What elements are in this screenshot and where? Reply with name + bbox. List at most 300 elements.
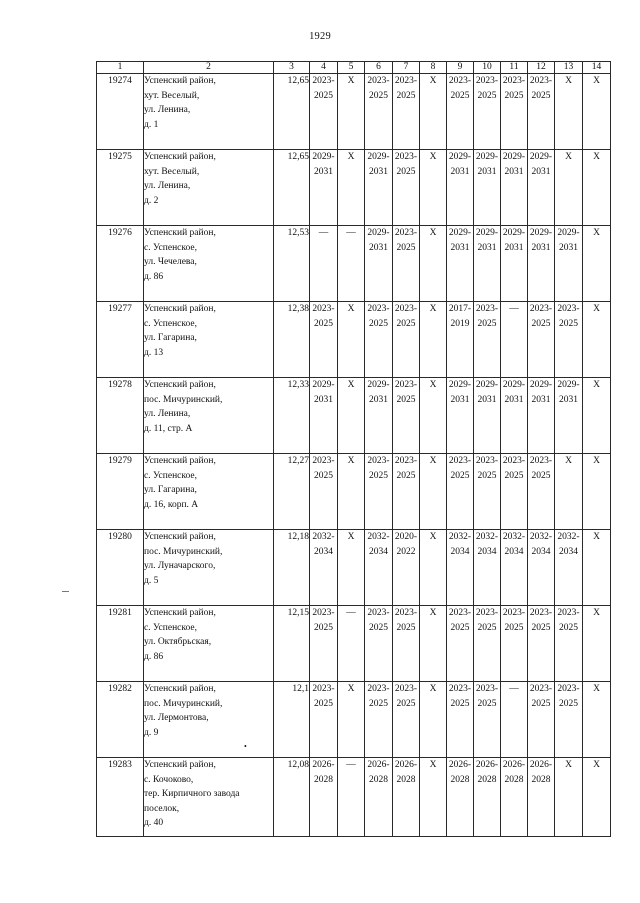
address-line: д. 13: [144, 347, 164, 358]
period-value: 2025: [314, 90, 333, 101]
address-cell: [144, 682, 274, 758]
column-header-3: 3: [274, 62, 310, 74]
period-value: 2023-: [502, 76, 526, 86]
period-value: 2031: [314, 394, 333, 405]
column-header-1: 1: [97, 62, 144, 74]
period-value: 2025: [396, 90, 416, 101]
area-value: 12,53: [274, 226, 310, 302]
period-value: 2019: [450, 318, 470, 329]
period-cell-col-7: [393, 74, 420, 150]
address-line: д. 9: [144, 727, 159, 738]
period-cell-col-10: [474, 758, 501, 837]
period-value: 2023-: [448, 76, 472, 86]
period-value: 2026-: [502, 760, 526, 770]
period-value: 2029-: [448, 228, 472, 238]
period-cell-col-12: [528, 150, 555, 226]
period-value: 2023-: [367, 76, 390, 86]
period-cell-col-12: [528, 530, 555, 606]
period-cell-col-8: [420, 606, 447, 682]
period-value: —: [318, 228, 329, 238]
period-cell-col-5: [338, 74, 365, 150]
period-value: 2026-: [367, 760, 390, 770]
period-value: 2031: [450, 242, 470, 253]
table-row: [97, 606, 611, 682]
period-value: 2023-: [475, 76, 499, 86]
period-value: 2023-: [394, 380, 418, 390]
period-value: 2023-: [529, 608, 553, 618]
period-value: 2023-: [557, 608, 580, 618]
period-value: X: [429, 532, 437, 542]
period-value: 2031: [559, 242, 578, 253]
period-value: X: [347, 76, 355, 86]
period-cell-col-4: [310, 302, 338, 378]
period-value: 2023-: [367, 684, 390, 694]
address-cell: [144, 758, 274, 837]
period-value: 2025: [477, 318, 497, 329]
period-value: 2025: [396, 470, 416, 481]
period-cell-col-6: [365, 74, 393, 150]
address-line: д. 16, корп. А: [144, 499, 199, 510]
period-value: 2023-: [312, 304, 335, 314]
period-value: 2025: [477, 90, 497, 101]
period-cell-col-13: [555, 378, 583, 454]
period-cell-col-14: [583, 454, 611, 530]
period-cell-col-14: [583, 226, 611, 302]
period-cell-col-11: [501, 378, 528, 454]
period-value: 2031: [369, 242, 388, 253]
period-value: 2031: [477, 166, 497, 177]
period-cell-col-8: [420, 302, 447, 378]
period-cell-col-11: [501, 74, 528, 150]
column-header-12: 12: [528, 62, 555, 74]
period-value: 2025: [450, 622, 470, 633]
period-value: 2028: [450, 774, 470, 785]
period-cell-col-7: [393, 150, 420, 226]
header-row: [97, 62, 611, 74]
period-cell-col-13: [555, 150, 583, 226]
address-line: ул. Лермонтова,: [144, 713, 209, 723]
period-value: 2025: [396, 318, 416, 329]
column-header-11: 11: [501, 62, 528, 74]
period-value: X: [429, 228, 437, 238]
period-value: 2023-: [502, 456, 526, 466]
address-line: пос. Мичуринский,: [144, 394, 223, 405]
period-value: 2023-: [312, 608, 335, 618]
area-value: 12,33: [274, 378, 310, 454]
period-value: 2023-: [394, 152, 418, 162]
period-value: 2029-: [529, 380, 553, 390]
period-value: 2029-: [475, 380, 499, 390]
period-value: 2031: [369, 394, 388, 405]
period-cell-col-9: [447, 150, 474, 226]
period-value: 2031: [477, 242, 497, 253]
period-value: 2023-: [394, 456, 418, 466]
period-cell-col-9: [447, 682, 474, 758]
address-line: с. Успенское,: [144, 318, 197, 329]
period-value: 2026-: [394, 760, 418, 770]
period-cell-col-8: [420, 530, 447, 606]
period-cell-col-7: [393, 302, 420, 378]
address-line: д. 1: [144, 119, 159, 130]
period-cell-col-10: [474, 454, 501, 530]
period-value: 2025: [450, 698, 470, 709]
period-value: 2023-: [529, 76, 553, 86]
column-header-14: 14: [583, 62, 611, 74]
area-value: 12,65: [274, 150, 310, 226]
period-value: X: [593, 304, 600, 314]
address-cell: [144, 302, 274, 378]
period-value: X: [429, 608, 437, 618]
period-cell-col-6: [365, 758, 393, 837]
period-value: 2025: [531, 470, 551, 481]
period-value: 2031: [531, 394, 551, 405]
address-line: ул. Октябрьская,: [144, 637, 212, 647]
period-cell-col-8: [420, 226, 447, 302]
column-header-6: 6: [365, 62, 393, 74]
period-value: 2032-: [448, 532, 472, 542]
period-value: 2025: [396, 166, 416, 177]
period-value: X: [429, 304, 437, 314]
period-value: X: [347, 304, 355, 314]
period-value: 2023-: [529, 304, 553, 314]
period-cell-col-8: [420, 378, 447, 454]
period-value: 2034: [504, 546, 524, 557]
period-value: 2025: [369, 318, 388, 329]
period-value: 2023-: [394, 304, 418, 314]
period-cell-col-7: [393, 226, 420, 302]
period-value: 2025: [477, 698, 497, 709]
address-line: Успенский район,: [144, 532, 216, 542]
period-cell-col-6: [365, 682, 393, 758]
period-cell-col-13: [555, 606, 583, 682]
period-value: X: [565, 456, 572, 466]
period-value: —: [346, 608, 356, 618]
period-value: 2025: [531, 698, 551, 709]
period-value: X: [347, 152, 355, 162]
period-value: 2025: [314, 622, 333, 633]
period-value: 2025: [531, 622, 551, 633]
period-value: 2026-: [475, 760, 499, 770]
period-value: 2034: [477, 546, 497, 557]
table-row: [97, 226, 611, 302]
period-cell-col-10: [474, 530, 501, 606]
period-value: 2025: [450, 470, 470, 481]
record-number: 19282: [97, 682, 144, 758]
period-value: 2029-: [312, 152, 335, 162]
period-value: 2029-: [502, 380, 526, 390]
period-value: 2025: [504, 90, 524, 101]
period-cell-col-5: [338, 226, 365, 302]
table-row: [97, 530, 611, 606]
period-cell-col-8: [420, 454, 447, 530]
period-value: 2023-: [394, 76, 418, 86]
address-line: д. 2: [144, 195, 159, 206]
period-cell-col-5: [338, 682, 365, 758]
address-line: с. Кочоково,: [144, 774, 194, 785]
period-cell-col-10: [474, 302, 501, 378]
address-line: Успенский район,: [144, 228, 216, 238]
period-cell-col-6: [365, 302, 393, 378]
record-number: 19281: [97, 606, 144, 682]
period-cell-col-6: [365, 378, 393, 454]
period-cell-col-8: [420, 758, 447, 837]
address-line: Успенский район,: [144, 304, 216, 314]
period-value: —: [346, 228, 356, 238]
period-value: 2029-: [529, 228, 553, 238]
address-line: Успенский район,: [144, 456, 216, 466]
period-value: X: [593, 608, 600, 618]
period-value: X: [593, 380, 600, 390]
period-cell-col-5: [338, 454, 365, 530]
address-line: ул. Ленина,: [144, 105, 191, 115]
address-cell: [144, 606, 274, 682]
address-line: ул. Ленина,: [144, 409, 191, 419]
address-line: д. 11, стр. А: [144, 423, 193, 434]
period-cell-col-5: [338, 302, 365, 378]
period-cell-col-12: [528, 682, 555, 758]
period-value: 2023-: [557, 304, 580, 314]
period-value: 2026-: [312, 760, 335, 770]
period-value: 2023-: [367, 608, 390, 618]
period-cell-col-13: [555, 682, 583, 758]
period-cell-col-13: [555, 226, 583, 302]
period-value: X: [593, 76, 600, 86]
period-cell-col-6: [365, 226, 393, 302]
column-header-8: 8: [420, 62, 447, 74]
period-value: 2025: [369, 470, 388, 481]
period-cell-col-6: [365, 454, 393, 530]
period-cell-col-9: [447, 606, 474, 682]
period-cell-col-11: [501, 302, 528, 378]
period-value: 2026-: [529, 760, 553, 770]
area-value: 12,1: [274, 682, 310, 758]
column-header-9: 9: [447, 62, 474, 74]
period-value: 2034: [450, 546, 470, 557]
period-value: 2028: [369, 774, 388, 785]
address-line: Успенский район,: [144, 152, 216, 162]
period-cell-col-11: [501, 150, 528, 226]
period-cell-col-9: [447, 758, 474, 837]
period-cell-col-10: [474, 606, 501, 682]
area-value: 12,18: [274, 530, 310, 606]
period-value: 2023-: [312, 684, 335, 694]
period-value: 2032-: [557, 532, 580, 542]
period-cell-col-8: [420, 74, 447, 150]
period-value: X: [429, 456, 437, 466]
period-value: X: [429, 760, 437, 770]
record-number: 19277: [97, 302, 144, 378]
period-value: 2022: [396, 546, 416, 557]
record-number: 19275: [97, 150, 144, 226]
address-cell: [144, 150, 274, 226]
period-value: 2025: [504, 622, 524, 633]
period-value: 2031: [369, 166, 388, 177]
period-cell-col-4: [310, 74, 338, 150]
address-line: Успенский район,: [144, 76, 216, 86]
period-value: 2023-: [475, 684, 499, 694]
period-cell-col-12: [528, 302, 555, 378]
period-cell-col-12: [528, 606, 555, 682]
period-value: 2031: [559, 394, 578, 405]
period-value: 2023-: [367, 304, 390, 314]
period-value: 2025: [477, 622, 497, 633]
period-value: 2031: [450, 166, 470, 177]
period-cell-col-9: [447, 226, 474, 302]
table-row: [97, 378, 611, 454]
period-value: X: [565, 152, 572, 162]
period-cell-col-10: [474, 226, 501, 302]
period-value: 2028: [314, 774, 333, 785]
period-value: 2029-: [529, 152, 553, 162]
period-cell-col-6: [365, 150, 393, 226]
period-cell-col-9: [447, 454, 474, 530]
period-value: 2023-: [312, 76, 335, 86]
period-cell-col-11: [501, 606, 528, 682]
period-value: 2023-: [448, 608, 472, 618]
period-cell-col-7: [393, 378, 420, 454]
period-cell-col-4: [310, 682, 338, 758]
address-line: с. Успенское,: [144, 242, 197, 253]
table-row: [97, 682, 611, 758]
period-value: 2031: [504, 166, 524, 177]
period-value: 2023-: [475, 304, 499, 314]
period-value: 2031: [531, 166, 551, 177]
address-line: хут. Веселый,: [144, 90, 200, 101]
period-value: 2025: [396, 698, 416, 709]
address-line: ул. Чечелева,: [144, 257, 197, 267]
period-cell-col-14: [583, 378, 611, 454]
table-row: [97, 758, 611, 837]
scan-mark: [62, 591, 69, 592]
period-value: 2023-: [394, 228, 418, 238]
period-value: 2023-: [448, 684, 472, 694]
period-value: 2025: [314, 698, 333, 709]
scan-speck: •: [244, 742, 247, 751]
period-cell-col-7: [393, 682, 420, 758]
period-cell-col-14: [583, 606, 611, 682]
column-header-13: 13: [555, 62, 583, 74]
address-cell: [144, 378, 274, 454]
period-value: —: [509, 304, 519, 314]
period-value: 2025: [531, 318, 551, 329]
period-cell-col-8: [420, 682, 447, 758]
record-number: 19279: [97, 454, 144, 530]
period-value: 2032-: [529, 532, 553, 542]
period-value: X: [593, 684, 600, 694]
period-value: 2031: [504, 242, 524, 253]
period-value: X: [347, 456, 355, 466]
period-value: 2025: [314, 318, 333, 329]
period-cell-col-6: [365, 606, 393, 682]
page-number: 1929: [309, 31, 331, 42]
address-line: пос. Мичуринский,: [144, 546, 223, 557]
address-line: хут. Веселый,: [144, 166, 200, 177]
period-value: 2025: [369, 622, 388, 633]
record-number: 19278: [97, 378, 144, 454]
period-cell-col-7: [393, 454, 420, 530]
address-line: пос. Мичуринский,: [144, 698, 223, 709]
period-cell-col-4: [310, 758, 338, 837]
period-value: 2025: [477, 470, 497, 481]
address-cell: [144, 74, 274, 150]
address-cell: [144, 454, 274, 530]
period-value: 2032-: [367, 532, 390, 542]
address-line: д. 86: [144, 271, 164, 282]
period-value: 2031: [450, 394, 470, 405]
period-value: 2034: [531, 546, 551, 557]
period-value: 2028: [531, 774, 551, 785]
period-value: 2031: [477, 394, 497, 405]
period-cell-col-10: [474, 378, 501, 454]
period-value: 2026-: [448, 760, 472, 770]
table-row: [97, 454, 611, 530]
period-cell-col-10: [474, 150, 501, 226]
address-cell: [144, 226, 274, 302]
period-cell-col-14: [583, 302, 611, 378]
period-cell-col-5: [338, 758, 365, 837]
period-cell-col-4: [310, 226, 338, 302]
period-cell-col-5: [338, 378, 365, 454]
period-value: 2025: [396, 394, 416, 405]
period-value: 2029-: [557, 380, 580, 390]
period-cell-col-4: [310, 378, 338, 454]
period-cell-col-4: [310, 150, 338, 226]
period-value: 2023-: [367, 456, 390, 466]
period-value: 2034: [559, 546, 578, 557]
table-row: [97, 150, 611, 226]
period-cell-col-12: [528, 74, 555, 150]
area-value: 12,65: [274, 74, 310, 150]
period-value: 2034: [369, 546, 388, 557]
period-value: 2023-: [312, 456, 335, 466]
period-value: 2025: [559, 698, 578, 709]
column-header-2: 2: [144, 62, 274, 74]
period-value: X: [429, 76, 437, 86]
period-value: 2025: [531, 90, 551, 101]
period-value: X: [429, 380, 437, 390]
address-line: ул. Гагарина,: [144, 485, 197, 495]
period-cell-col-10: [474, 74, 501, 150]
period-cell-col-12: [528, 226, 555, 302]
period-cell-col-11: [501, 682, 528, 758]
address-line: д. 5: [144, 575, 159, 586]
record-number: 19276: [97, 226, 144, 302]
period-cell-col-4: [310, 606, 338, 682]
period-value: X: [429, 684, 437, 694]
period-value: 2028: [396, 774, 416, 785]
period-value: 2034: [314, 546, 333, 557]
period-cell-col-5: [338, 530, 365, 606]
period-cell-col-4: [310, 530, 338, 606]
period-value: 2028: [504, 774, 524, 785]
period-value: 2025: [559, 318, 578, 329]
record-number: 19283: [97, 758, 144, 837]
address-line: с. Успенское,: [144, 470, 197, 481]
address-line: ул. Луначарского,: [144, 561, 216, 571]
period-value: 2029-: [367, 228, 390, 238]
period-cell-col-10: [474, 682, 501, 758]
period-cell-col-7: [393, 530, 420, 606]
period-cell-col-14: [583, 74, 611, 150]
period-value: X: [565, 760, 572, 770]
record-number: 19280: [97, 530, 144, 606]
address-line: с. Успенское,: [144, 622, 197, 633]
period-cell-col-9: [447, 530, 474, 606]
period-cell-col-13: [555, 302, 583, 378]
period-cell-col-11: [501, 530, 528, 606]
period-cell-col-13: [555, 530, 583, 606]
period-value: X: [429, 152, 437, 162]
